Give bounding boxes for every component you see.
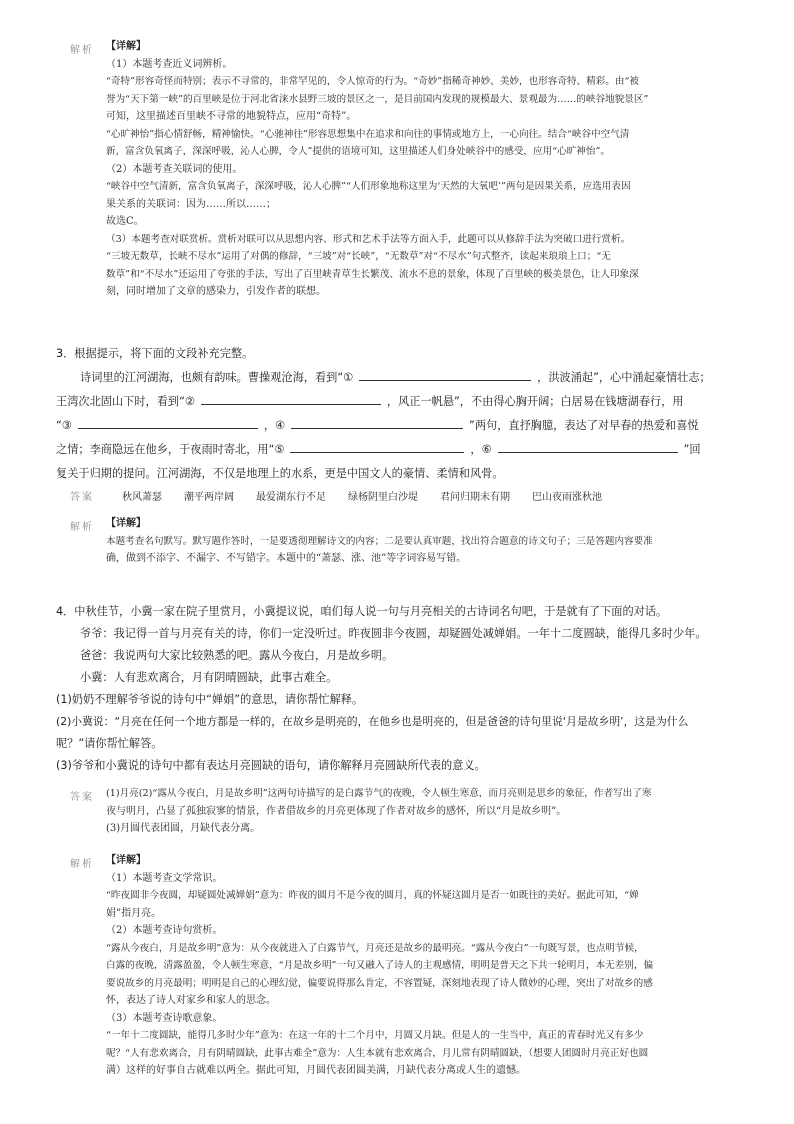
- question-stem: 4．中秋佳节，小冀一家在院子里赏月，小冀提议说，咱们每人说一句与月亮相关的古诗词名句吧，于是就有了下面的对话。: [56, 605, 668, 618]
- analysis-header: 【详解】: [106, 855, 146, 866]
- text-span: ，洪波涌起”，心中涌起豪情壮志；: [537, 371, 711, 384]
- answer-line: (1)月亮(2)“露从今夜白，月是故乡明”这两句诗描写的是白露节气的夜晚，令人顿生寒意，而月亮则是思乡的象征，作者写出了寒: [106, 788, 652, 799]
- analysis-tag: 解析: [70, 522, 94, 533]
- analysis-tag: 解析: [70, 859, 94, 870]
- answer-item: 最爱湖东行不足: [256, 492, 326, 503]
- analysis-line: 新，富含负氧离子，深深呼吸，沁人心脾，令人”提供的语境可知，这里描述人们身处峡谷中的感受，应用“心旷神怡”。: [106, 146, 610, 157]
- analysis-tag: 解析: [70, 45, 94, 56]
- answer-line: (3)月圆代表团圆，月缺代表分离。: [106, 823, 261, 834]
- sub-question: (3)爷爷和小冀说的诗句中都有表达月亮圆缺的语句，请你解释月亮圆缺所代表的意义。: [56, 759, 486, 772]
- analysis-line: 刻，同时增加了文章的感染力，引发作者的联想。: [106, 286, 326, 297]
- question-paragraph: [56, 440, 756, 460]
- question-paragraph: [56, 392, 756, 412]
- analysis-header: 【详解】: [106, 41, 146, 52]
- question-paragraph: 复关于归期的提问。江河湖海，不仅是地理上的水系，更是中国文人的豪情、柔情和风骨。: [56, 467, 504, 480]
- analysis-line: 确，做到不添字、不漏字、不写错字。本题中的“萧瑟、涨、池”等字词容易写错。: [106, 553, 467, 564]
- blank-1[interactable]: [359, 368, 531, 381]
- text-span: 诗词里的江河湖海，也颇有韵味。曹操观沧海，看到“①: [80, 371, 354, 384]
- analysis-line: “奇特”形容奇怪而特别；表示不寻常的，非常罕见的，令人惊奇的行为。“奇妙”指稀奇神妙、美妙，也形容奇特、精彩。由“被: [106, 76, 639, 87]
- sub-question: (1)奶奶不理解爷爷说的诗句中“婵娟”的意思，请你帮忙解释。: [56, 693, 364, 706]
- blank-3[interactable]: [78, 416, 258, 429]
- analysis-line: 怀，表达了诗人对家乡和家人的思念。: [106, 995, 276, 1006]
- question-paragraph: [56, 368, 756, 388]
- question-4: [56, 602, 756, 776]
- answer-item: 君问归期未有期: [440, 492, 510, 503]
- blank-2[interactable]: [201, 392, 381, 405]
- analysis-line: “峡谷中空气清新，富含负氧离子，深深呼吸，沁人心脾”“人们形象地称这里为‘天然的大氧吧’”两句是因果关系，应选用表因: [106, 181, 631, 192]
- text-span: 之情；李商隐远在他乡，于夜雨时寄北，用“⑤: [56, 443, 285, 456]
- sub-question: 呢？”请你帮忙解答。: [56, 737, 163, 750]
- analysis-line: “一年十二度圆缺，能得几多时少年”意为：在这一年的十二个月中，月圆又月缺。但是人的一生当中，真正的青春时光又有多少: [106, 1030, 644, 1041]
- question-3: [56, 344, 756, 484]
- analysis-line: “露从今夜白，月是故乡明”意为：从今夜就进入了白露节气，月亮还是故乡的最明亮。“露从今夜白”一句既写景，也点明节候，: [106, 942, 644, 954]
- analysis-line: （1）本题考查近义词辨析。: [106, 58, 233, 70]
- blank-4[interactable]: [291, 416, 463, 429]
- question-paragraph: [56, 416, 756, 436]
- text-span: ，⑥: [470, 443, 492, 456]
- dialogue-line: 爷爷：我记得一首与月亮有关的诗，你们一定没听过。昨夜圆非今夜圆，却疑圆处减婵娟。一年十二度圆缺，能得几多时少年。: [80, 627, 707, 640]
- answer-item: 巴山夜雨涨秋池: [532, 492, 602, 503]
- top-analysis-body: [106, 38, 746, 301]
- dialogue-line: 爸爸：我说两句大家比较熟悉的吧。露从今夜白，月是故乡明。: [80, 649, 394, 662]
- answer-tag: 答案: [70, 492, 94, 503]
- analysis-line: 果关系的关联词：因为……所以……；: [106, 198, 276, 210]
- answer-item: 秋风萧瑟: [122, 492, 162, 503]
- analysis-line: 本题考查名句默写。默写题作答时，一是要透彻理解诗文的内容；二是要认真审题，找出符合题意的诗文句子；三是答题内容要准: [106, 535, 653, 547]
- question-stem: 3．根据提示，将下面的文段补充完整。: [56, 347, 254, 360]
- sub-question: (2)小冀说：“月亮在任何一个地方都是一样的，在故乡是明亮的，在他乡也是明亮的，但是爸爸的诗句里说‘月是故乡明’，这是为什么: [56, 715, 689, 728]
- analysis-line: （2）本题考查关联词的使用。: [106, 163, 243, 175]
- analysis-line: “三坡无数草，长峡不尽水”运用了对偶的修辞，“三坡”对“长峡”，“无数草”对“不尽水”句式整齐，读起来琅琅上口；“无: [106, 251, 611, 262]
- blank-5[interactable]: [290, 440, 464, 453]
- analysis-line: （1）本题考查文学常识。: [106, 872, 223, 884]
- analysis-line: “昨夜圆非今夜圆，却疑圆处减婵娟”意为：昨夜的圆月不是今夜的圆月，真的怀疑这圆月是否一如既往的美好。据此可知，“婵: [106, 890, 639, 901]
- analysis-line: 可知，这里描述百里峡不寻常的地貌特点，应用“奇特”。: [106, 111, 357, 122]
- analysis-line: 白露的夜晚，清露盈盈，令人顿生寒意，“月是故乡明”一句又融入了诗人的主观感情，明明是普天之下共一轮明月，本无差别，偏: [106, 960, 654, 971]
- analysis-line: 呢？“人有悲欢离合，月有阴晴圆缺，此事古难全”意为：人生本就有悲欢离合，月儿常有阴晴圆缺，（想要人团圆时月亮正好也圆: [106, 1047, 649, 1059]
- analysis-line: 满）这样的好事自古就难以两全。据此可知，月圆代表团圆美满，月缺代表分离或人生的遗憾。: [106, 1065, 526, 1076]
- analysis-line: 要说故乡的月亮最明；明明是自己的心理幻觉，偏要说得那么肯定，不容置疑，深刻地表现了诗人微妙的心理，突出了对故乡的感: [106, 977, 653, 989]
- analysis-line: （3）本题考查对联赏析。赏析对联可以从思想内容、形式和艺术手法等方面入手，此题可以从修辞手法为突破口进行赏析。: [106, 233, 631, 245]
- answer-tag: 答案: [70, 792, 94, 803]
- dialogue-line: 小冀：人有悲欢离合，月有阴晴圆缺，此事古难全。: [80, 671, 338, 684]
- text-span: ”两句，直抒胸臆，表达了对早春的热爱和喜悦: [469, 419, 699, 432]
- analysis-line: 故选C。: [106, 216, 144, 227]
- analysis-header: 【详解】: [106, 518, 146, 529]
- blank-6[interactable]: [498, 440, 678, 453]
- answer-items: [122, 488, 762, 503]
- analysis-line: “心旷神怡”指心情舒畅，精神愉快。“心驰神往”形容思想集中在追求和向往的事情或地方上，一心向往。结合“峡谷中空气清: [106, 128, 630, 140]
- answer-item: 绿杨阴里白沙堤: [348, 492, 418, 503]
- analysis-line: 娟”指月亮。: [106, 907, 162, 919]
- answer-line: 夜与明月，凸显了孤独寂寥的情景，作者借故乡的月亮更体现了作者对故乡的感怀，所以“月是故乡明”。: [106, 805, 567, 817]
- analysis-line: 誉为“天下第一峡”的百里峡是位于河北省涞水县野三坡的景区之一，是目前国内发现的规模最大、景观最为……的峡谷地貌景区”: [106, 93, 649, 105]
- text-span: “③: [56, 419, 72, 432]
- analysis-line: 数草”和“不尽水”还运用了夸张的手法，写出了百里峡青草生长繁茂、流水不息的景象，体现了百里峡的极美景色，让人印象深: [106, 268, 639, 280]
- q4-analysis-body: [106, 852, 746, 1080]
- q3-answer-row: [122, 488, 762, 503]
- analysis-line: （2）本题考查诗句赏析。: [106, 925, 223, 936]
- text-span: 王湾次北固山下时，看到“②: [56, 395, 195, 408]
- analysis-line: （3）本题考查诗歌意象。: [106, 1012, 223, 1024]
- q4-answer-body: [106, 785, 746, 838]
- text-span: ，④: [263, 419, 286, 432]
- q3-analysis-body: [106, 515, 746, 568]
- answer-item: 潮平两岸阔: [184, 492, 234, 503]
- text-span: ”回: [683, 443, 701, 456]
- text-span: ，风正一帆悬”，不由得心胸开阔；白居易在钱塘湖春行，用: [386, 395, 684, 408]
